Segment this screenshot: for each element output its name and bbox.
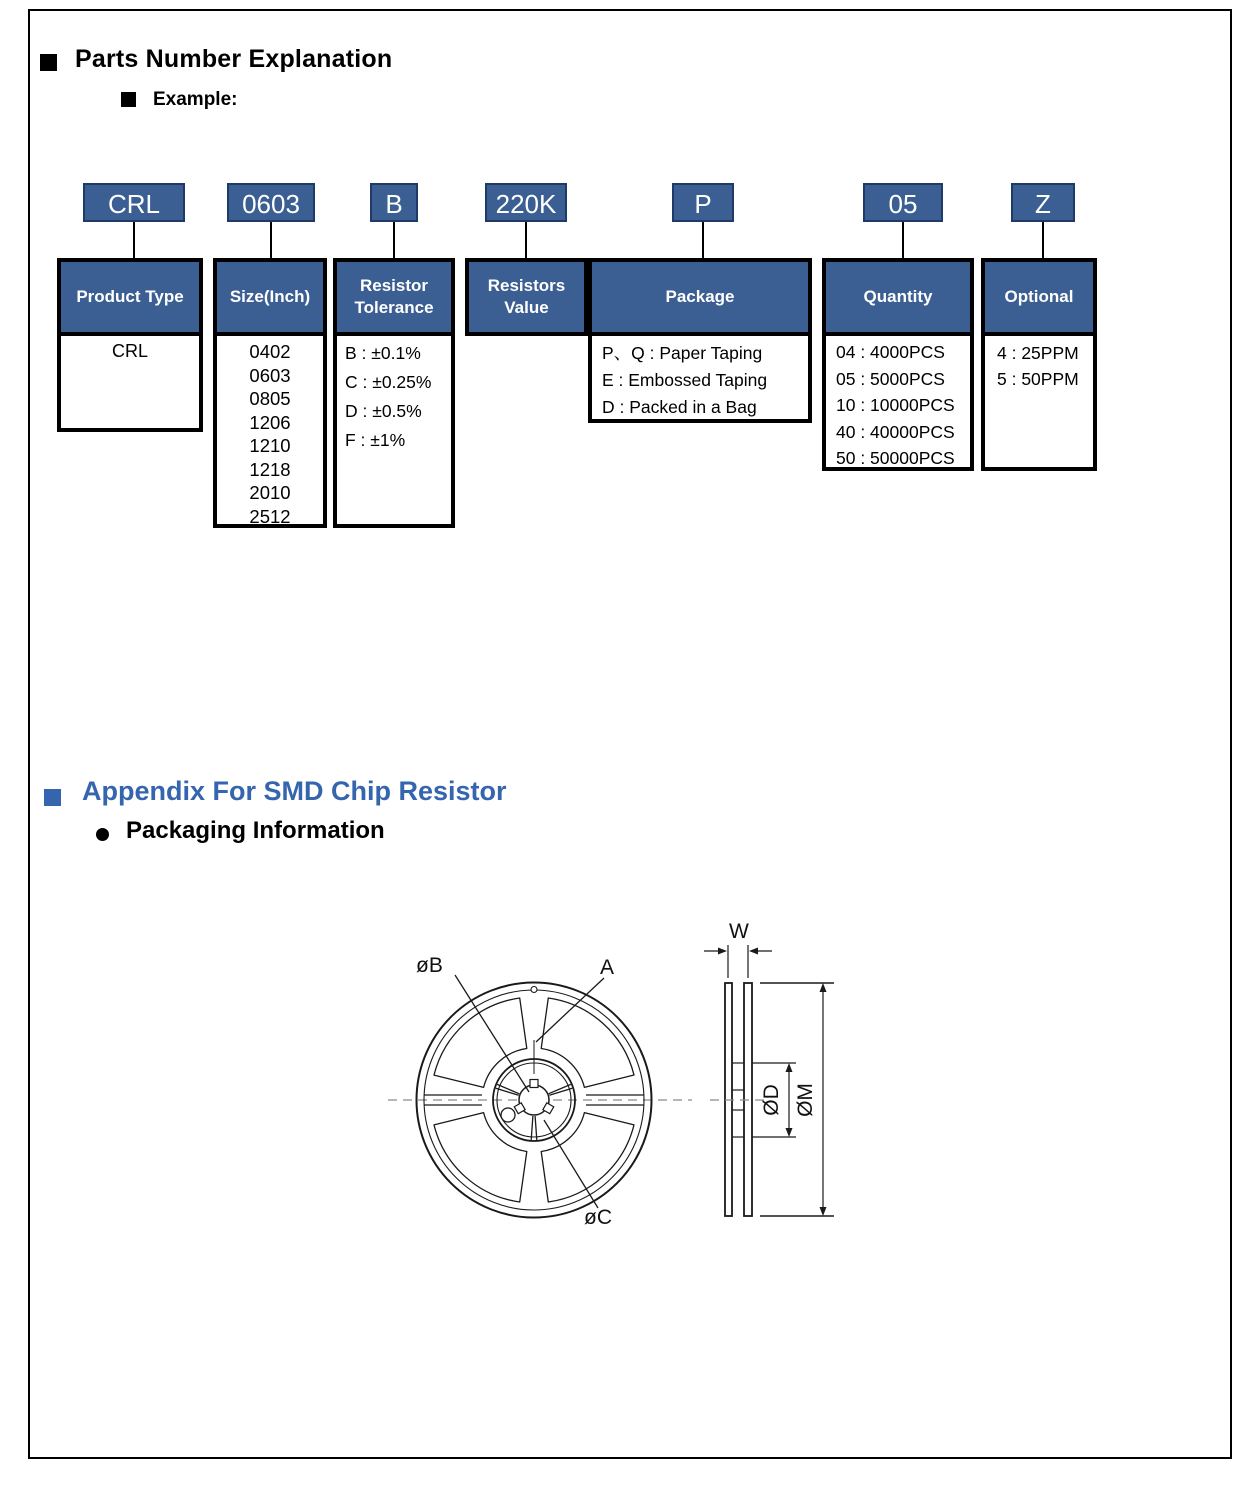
column-item: F : ±1% <box>345 430 406 450</box>
column-body <box>985 336 1093 392</box>
rim-sprocket-hole <box>531 987 537 993</box>
explanation-column <box>588 258 812 423</box>
column-item: 10 : 10000PCS <box>836 395 955 415</box>
column-item: 2010 <box>249 482 291 503</box>
part-number-segment: P <box>672 183 734 222</box>
column-body <box>217 336 323 528</box>
column-item: C : ±0.25% <box>345 372 432 392</box>
reel-front-view <box>388 975 692 1218</box>
square-bullet-icon <box>121 92 136 107</box>
column-header: Resistors Value <box>469 262 584 332</box>
connector-line <box>902 222 904 258</box>
part-number-segment: Z <box>1011 183 1075 222</box>
column-header: Product Type <box>61 262 199 336</box>
column-item: 40 : 40000PCS <box>836 421 955 442</box>
column-body <box>826 336 970 472</box>
column-item: 2512 <box>249 505 291 527</box>
square-bullet-icon <box>44 789 61 806</box>
column-item: CRL <box>111 341 148 361</box>
column-item: 50 : 50000PCS <box>836 448 955 468</box>
column-item: 04 : 4000PCS <box>836 342 945 362</box>
hub-small-hole <box>501 1108 515 1122</box>
circle-bullet-icon <box>96 828 109 841</box>
column-item: D : ±0.5% <box>345 401 422 421</box>
dim-label-phi-c: øC <box>584 1206 612 1229</box>
connector-line <box>525 222 527 258</box>
column-header: Package <box>592 262 808 336</box>
reel-side-view <box>704 945 834 1216</box>
part-number-segment: CRL <box>83 183 185 222</box>
column-item: 1210 <box>249 435 291 456</box>
square-bullet-icon <box>40 54 57 71</box>
column-header: Resistor Tolerance <box>337 262 451 336</box>
part-number-segment: 0603 <box>227 183 315 222</box>
column-item: E : Embossed Taping <box>602 370 768 390</box>
column-item: 05 : 5000PCS <box>836 368 945 389</box>
column-body <box>337 336 451 455</box>
dim-label-w: W <box>729 920 749 943</box>
part-number-segment: 05 <box>863 183 943 222</box>
explanation-column <box>465 258 588 336</box>
leader-phi-b <box>455 975 529 1092</box>
column-item: 4 : 25PPM <box>997 343 1079 363</box>
part-number-segment: 220K <box>485 183 567 222</box>
reel-window <box>541 1113 634 1202</box>
packaging-reel-diagram <box>370 890 850 1260</box>
section-title-parts-number: Parts Number Explanation <box>75 45 393 73</box>
connector-line <box>702 222 704 258</box>
reel-window <box>434 998 527 1087</box>
explanation-column <box>57 258 203 432</box>
connector-line <box>133 222 135 258</box>
reel-window <box>541 998 634 1087</box>
column-item: 0603 <box>249 364 291 386</box>
section-title-appendix: Appendix For SMD Chip Resistor <box>82 776 507 806</box>
connector-line <box>393 222 395 258</box>
column-header: Quantity <box>826 262 970 336</box>
explanation-column <box>333 258 455 528</box>
connector-line <box>270 222 272 258</box>
column-item: D : Packed in a Bag <box>602 397 757 417</box>
explanation-column <box>822 258 974 471</box>
leader-phi-c <box>544 1120 598 1208</box>
column-item: 0805 <box>249 388 291 409</box>
column-header: Optional <box>985 262 1093 336</box>
column-item: P、Q : Paper Taping <box>602 343 763 363</box>
column-item: 0402 <box>249 341 291 362</box>
column-body <box>61 336 199 363</box>
column-body <box>592 336 808 421</box>
explanation-column <box>981 258 1097 471</box>
dim-label-a: A <box>600 956 615 979</box>
explanation-column <box>213 258 327 528</box>
part-number-segment: B <box>370 183 418 222</box>
reel-window <box>434 1113 527 1202</box>
column-header: Size(Inch) <box>217 262 323 336</box>
dim-label-phi-b: øB <box>416 954 443 977</box>
column-item: 5 : 50PPM <box>997 369 1079 389</box>
connector-line <box>1042 222 1044 258</box>
dim-label-phi-d: ØD <box>760 1084 783 1116</box>
column-item: B : ±0.1% <box>345 343 421 363</box>
example-label: Example: <box>153 89 238 110</box>
dim-label-phi-m: ØM <box>794 1083 817 1117</box>
column-item: 1218 <box>249 458 291 480</box>
subsection-title-packaging: Packaging Information <box>126 817 385 844</box>
column-item: 1206 <box>249 411 291 433</box>
